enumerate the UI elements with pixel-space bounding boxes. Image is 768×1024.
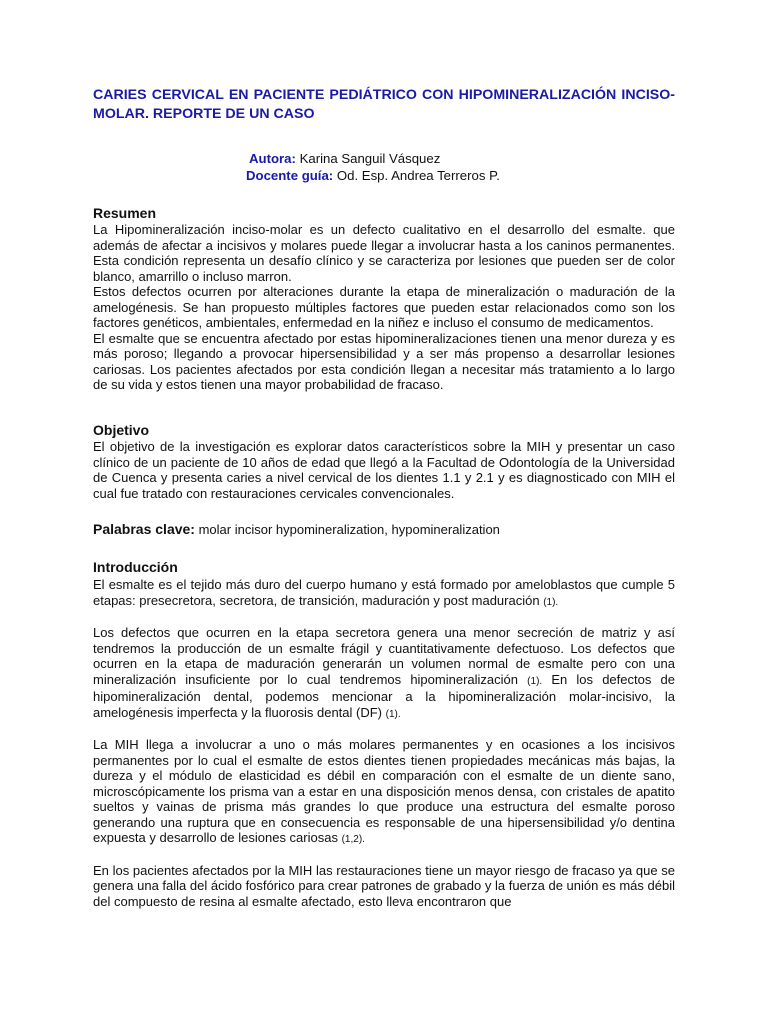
citation: (1,2).: [341, 834, 365, 845]
document-title: CARIES CERVICAL EN PACIENTE PEDIÁTRICO CON HIPOMINERALIZACIÓN INCISO-MOLAR. REPORTE DE UN CASO: [93, 87, 675, 122]
author-line: [249, 150, 440, 167]
resumen-paragraph: El esmalte que se encuentra afectado por estas hipomineralizaciones tienen una menor dureza y es más poroso; llegando a provocar hipersensibilidad y a ser más propenso a desarrollar lesiones cariosas. Los pacientes afectados por esta condición llegan a necesitar más tratamiento a lo largo de su vida y estos tienen una mayor probabilidad de fracaso.: [93, 330, 675, 392]
objetivo-heading: Objetivo: [93, 422, 150, 438]
keywords-line: [93, 521, 500, 538]
intro-paragraph-1: [93, 577, 675, 610]
intro-paragraph-4: [93, 863, 675, 910]
author-name: Karina Sanguil Vásquez: [299, 151, 441, 166]
introduccion-body: [93, 577, 675, 909]
resumen-heading: Resumen: [93, 205, 157, 221]
resumen-paragraph: Estos defectos ocurren por alteraciones durante la etapa de mineralización o maduración de la amelogénesis. Se han propuesto múltiples factores que pueden estar relacionados como son los factores genéticos, ambientales, enfermedad en la niñez e incluso el consumo de medicamentos.: [93, 284, 675, 330]
advisor-line: [246, 167, 500, 184]
intro-paragraph-2: [93, 625, 675, 722]
intro-text: En los defectos de hipomineralización dental, podemos mencionar a la hipomineralización molar-incisivo, la amelogénesis imperfecta y la fluorosis dental (DF): [93, 671, 675, 720]
intro-text: La MIH llega a involucrar a uno o más molares permanentes y en ocasiones a los incisivos permanentes por lo cual el esmalte de estos dientes tienen propiedades mecánicas más bajas, la dureza y el módulo de elasticidad es débil en comparación con el esmalte de un diente sano, microscópicamente los prisma van a estar en una disposición menos densa, con cristales de apatito sueltos y vainas de prisma más grandes lo que produce una estructura del esmalte poroso generando una ruptura que en consecuencia es responsable de una hipersensibilidad y/o dentina expuesta y desarrollo de lesiones cariosas: [93, 737, 675, 845]
objetivo-body: [93, 439, 675, 501]
advisor-name: Od. Esp. Andrea Terreros P.: [336, 168, 500, 183]
author-label: Autora:: [249, 151, 296, 166]
intro-paragraph-3: [93, 737, 675, 848]
intro-text: Los defectos que ocurren en la etapa secretora genera una menor secreción de matriz y así tendremos la producción de un esmalte frágil y cuantitativamente defectuoso. Los defectos que ocurren en la etapa de maduración generarán un volumen normal de esmalte pero con una mineralización insuficiente por lo cual tendremos hipomineralización: [93, 625, 675, 687]
intro-text: En los pacientes afectados por la MIH las restauraciones tiene un mayor riesgo de fracaso ya que se genera una falla del ácido fosfórico para crear patrones de grabado y la fuerza de unión es más débil del compuesto de resina al esmalte afectado, esto lleva encontraron que: [93, 862, 675, 909]
objetivo-paragraph: El objetivo de la investigación es explorar datos característicos sobre la MIH y presentar un caso clínico de un paciente de 10 años de edad que llegó a la Facultad de Odontología de la Universidad de Cuenca y presenta caries a nivel cervical de los dientes 1.1 y 2.1 y es diagnosticado con MIH el cual fue tratado con restauraciones cervicales convencionales.: [93, 439, 675, 501]
resumen-body: [93, 222, 675, 393]
keywords-value: molar incisor hypomineralization, hypomineralization: [198, 522, 500, 537]
citation: (1).: [543, 596, 559, 608]
citation: (1).: [527, 675, 543, 687]
intro-text: El esmalte es el tejido más duro del cuerpo humano y está formado por ameloblastos que cumple 5 etapas: presecretora, secretora, de transición, maduración y post maduración: [93, 577, 675, 608]
resumen-paragraph: La Hipomineralización inciso-molar es un defecto cualitativo en el desarrollo del esmalte. que además de afectar a incisivos y molares puede llegar a involucrar hasta a los caninos permanentes. Esta condición representa un desafío clínico y se caracteriza por lesiones que pueden ser de color blanco, amarrillo o incluso marron.: [93, 222, 675, 284]
keywords-label: Palabras clave:: [93, 521, 195, 537]
introduccion-heading: Introducción: [93, 559, 178, 575]
citation: (1).: [385, 708, 401, 720]
advisor-label: Docente guía:: [246, 168, 334, 183]
